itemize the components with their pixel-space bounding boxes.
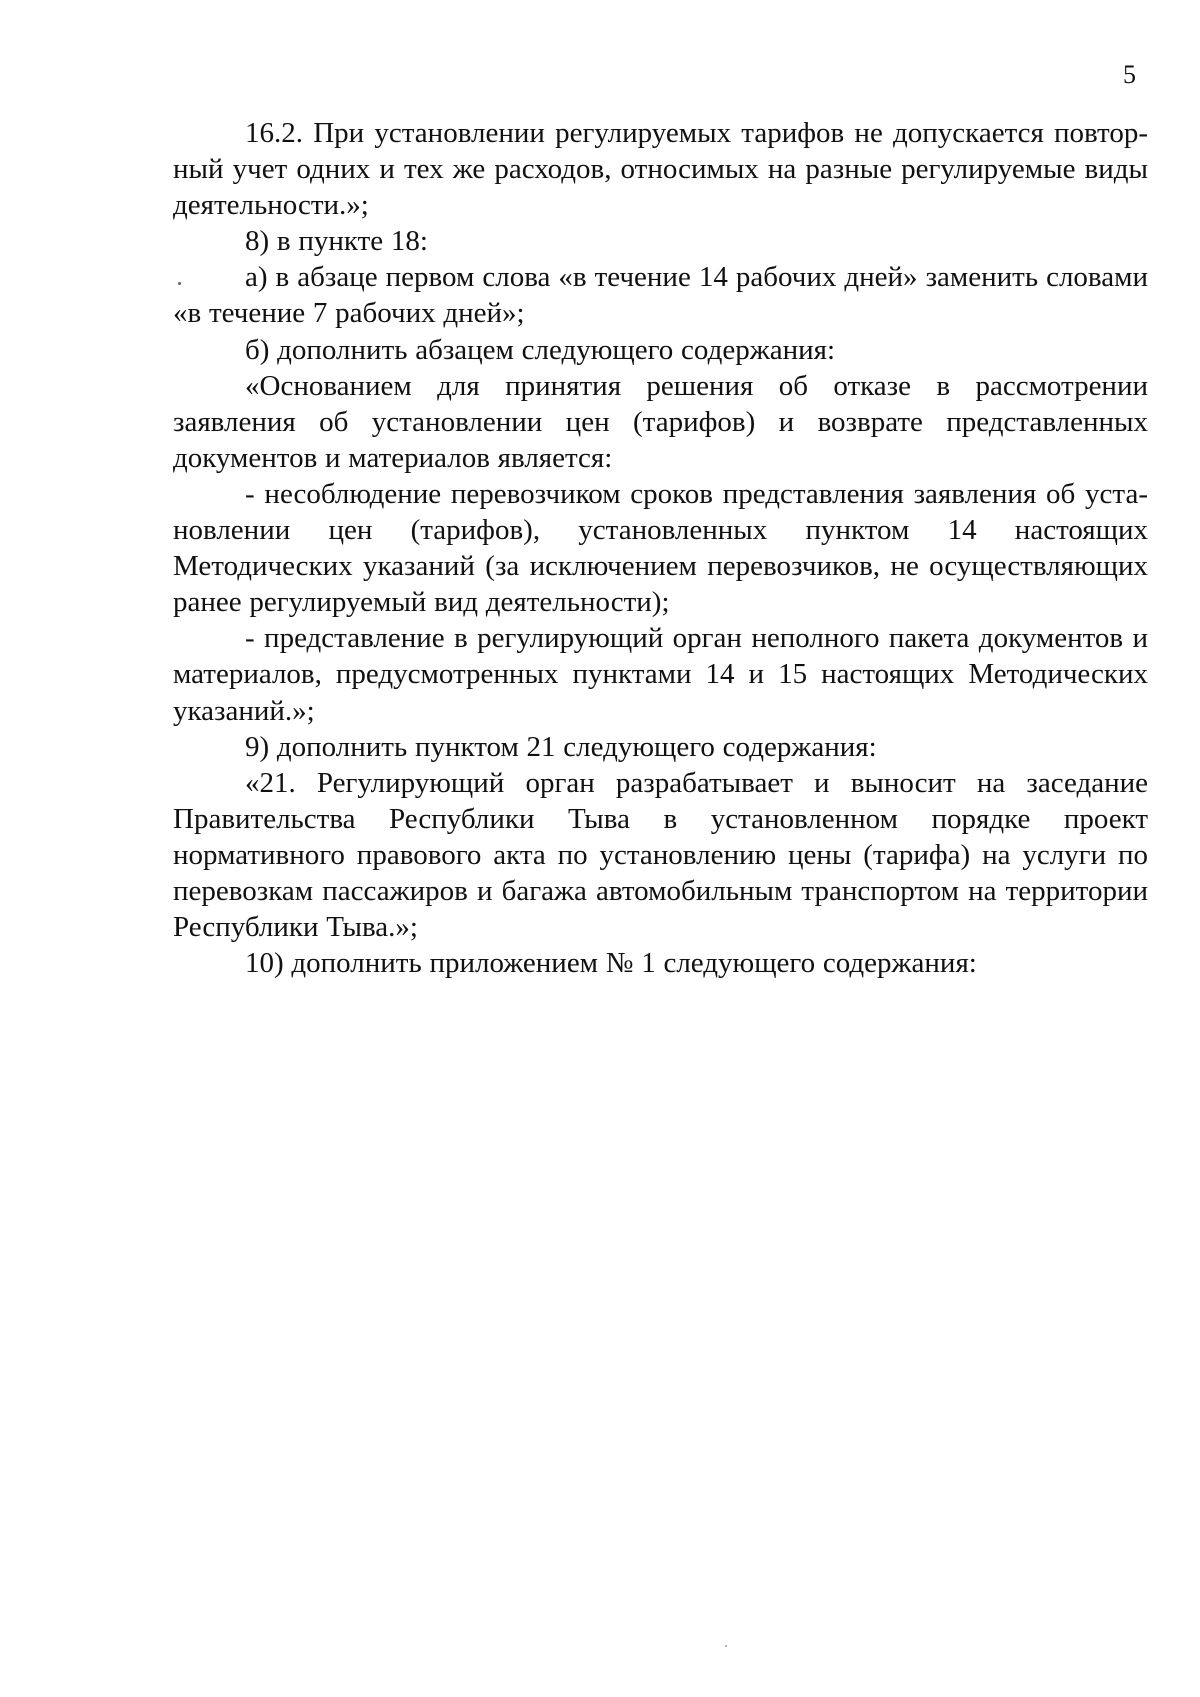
scan-speck bbox=[725, 1645, 727, 1647]
paragraph-bullet-incomplete: - представление в регулирующий орган неполного пакета документов и материалов, предусмотренных пунктами 14 и 15 настоящих Методических указаний.»; bbox=[173, 622, 1148, 727]
paragraph-item-8: 8) в пункте 18: bbox=[245, 225, 428, 258]
paragraph-point-21: «21. Регулирующий орган разрабатывает и выносит на заседание Правительства Республики Тыва в установленном порядке проект нормативного правового акта по установлению цены (тарифа) на услуги по перевозкам пассажиров и багажа автомобильным транспортом на территории Республики Тыва.»; bbox=[173, 766, 1148, 944]
paragraph-item-8b: б) дополнить абзацем следующего содержания: bbox=[245, 333, 836, 366]
paragraph-item-8a: а) в абзаце первом слова «в течение 14 рабочих дней» заменить словами «в течение 7 рабочих дней»; bbox=[173, 261, 1148, 330]
paragraph-item-10: 10) дополнить приложением № 1 следующего содержания: bbox=[245, 947, 977, 980]
paragraph-refusal-grounds: «Основанием для принятия решения об отказе в рассмотрении заявления об установлении цен (тарифов) и возврате представленных документов и материалов является: bbox=[173, 369, 1148, 474]
page-number: 5 bbox=[1123, 60, 1136, 89]
document-body bbox=[173, 115, 1148, 981]
paragraph-item-9: 9) дополнить пунктом 21 следующего содержания: bbox=[245, 730, 877, 763]
paragraph-16-2: 16.2. При установлении регулируемых тарифов не допускается повторный учет одних и тех же расходов, относимых на разные регулируемые виды деятельности.»; bbox=[173, 117, 1148, 222]
paragraph-bullet-deadline: - несоблюдение перевозчиком сроков представления заявления об установлении цен (тарифов), установленных пунктом 14 настоящих Методических указаний (за исключением перевозчиков, не осуществляющих ранее регулируемый вид деятельности); bbox=[173, 477, 1148, 619]
